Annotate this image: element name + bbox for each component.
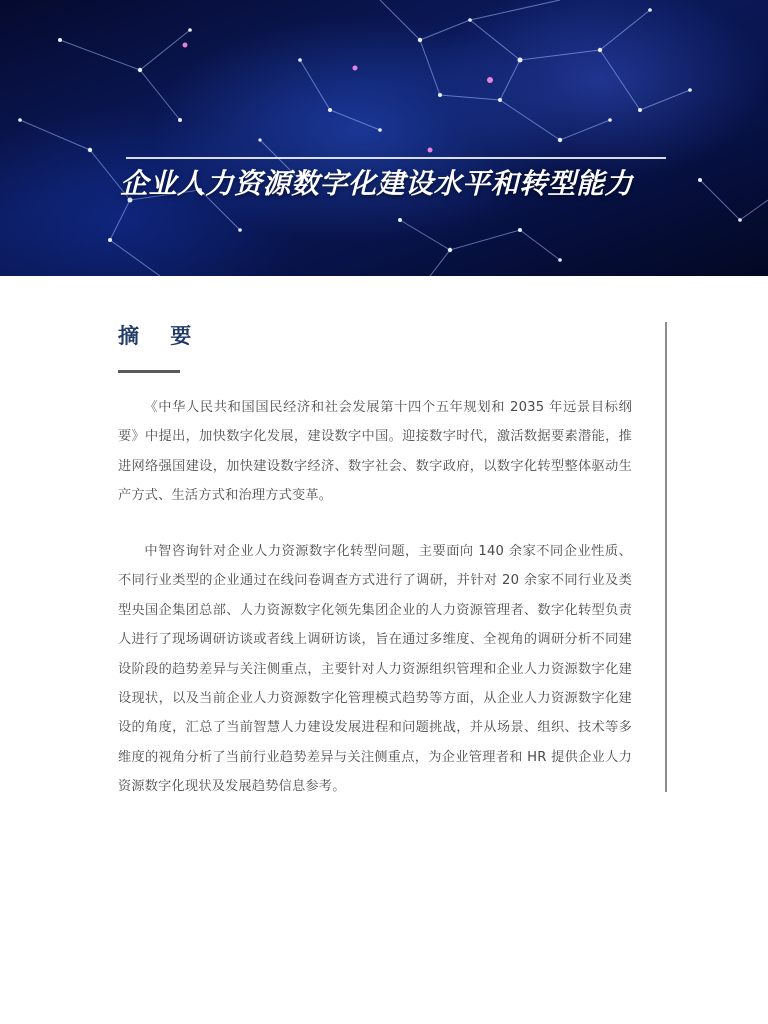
network-graphic bbox=[0, 0, 768, 276]
abstract-heading: 摘 要 bbox=[118, 324, 204, 348]
abstract-paragraph-1: 《中华人民共和国国民经济和社会发展第十四个五年规划和 2035 年远景目标纲要》中提出，加快数字化发展，建设数字中国。迎接数字时代，激活数据要素潜能，推进网络强国建设，加快建设数字经济、数字社会、数字政府，以数字化转型整体驱动生产方式、生活方式和治理方式变革。 bbox=[118, 400, 632, 504]
abstract-paragraph-2: 中智咨询针对企业人力资源数字化转型问题，主要面向 140 余家不同企业性质、不同行业类型的企业通过在线问卷调查方式进行了调研，并针对 20 余家不同行业及类型央国企集团总部、人力资源数字化领先集团企业的人力资源管理者、数字化转型负责人进行了现场调研访谈或者线上调研访谈，旨在通过多维度、全视角的调研分析不同建设阶段的趋势差异与关注侧重点，主要针对人力资源组织管理和企业人力资源数字化建设现状，以及当前企业人力资源数字化管理模式趋势等方面，从企业人力资源数字化建设的角度，汇总了当前智慧人力建设发展进程和问题挑战，并从场景、组织、技术等多维度的视角分析了当前行业趋势差异与关注侧重点，为企业管理者和 HR 提供企业人力资源数字化现状及发展趋势信息参考。 bbox=[118, 544, 632, 795]
network-lines bbox=[20, 0, 768, 276]
heading-underline bbox=[118, 370, 180, 373]
page-title: 企业人力资源数字化建设水平和转型能力 bbox=[120, 167, 634, 200]
network-nodes bbox=[18, 8, 742, 262]
header-banner bbox=[0, 0, 768, 276]
vertical-divider bbox=[665, 322, 667, 792]
banner-title-rule bbox=[126, 157, 666, 159]
network-glows bbox=[183, 43, 494, 153]
